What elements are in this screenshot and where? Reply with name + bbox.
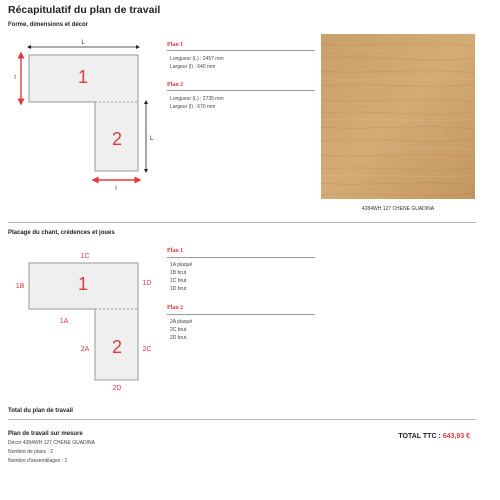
edge-label-1C: 1C [80,253,90,260]
edge-piece-label-2: 2 [111,337,123,357]
total-ttc-label: TOTAL TTC : [398,433,441,440]
summary-plan-count: Nombre de plans : 2 [8,449,54,455]
plan2-spec-width: Largeur (l) : 670 mm [170,104,216,110]
summary-title: Plan de travail sur mesure [8,431,83,437]
piece-label-1: 1 [77,67,89,87]
total-section-heading: Total du plan de travail [8,408,73,414]
edge-plan1-line-1: 1A plaqué [170,262,193,268]
edge-plan2-rule [167,314,315,315]
edge-label-2D: 2D [112,385,122,392]
edge-label-1D: 1D [142,280,152,287]
edge-diagram [0,245,170,395]
plan1-spec-length: Longueur (L) : 2457 mm [170,56,224,62]
edge-piece-label-1: 1 [77,274,89,294]
shape-diagram [0,30,170,190]
plan1-title: Plan 1 [167,42,184,48]
edge-plan2-line-2: 2C brut [170,327,187,333]
edge-label-2A: 2A [80,346,90,353]
summary-decor: Décor 4284WH 127 CHENE GUADINA [8,440,95,446]
edge-label-1A: 1A [59,318,69,325]
plan1-spec-width: Largeur (l) : 640 mm [170,64,216,70]
plan2-rule [167,90,315,91]
page-title: Récapitulatif du plan de travail [8,4,161,16]
edge-plan1-line-2: 1B brut [170,270,187,276]
total-ttc [398,433,470,440]
shape-section-heading: Forme, dimensions et décor [8,22,89,28]
decor-swatch-image [321,34,475,199]
section-separator [8,222,476,223]
decor-caption: 4284WH 127 CHENE GUADINA [361,206,435,212]
summary-assembly-count: Nombre d'assemblages : 1 [8,458,68,464]
edge-plan1-line-3: 1C brut [170,278,187,284]
edge-plan1-rule [167,257,315,258]
edge-label-1B: 1B [15,283,25,290]
edge-section-heading: Placage du chant, crédences et joues [8,230,115,236]
plan2-title: Plan 2 [167,82,184,88]
plan2-spec-length: Longueur (L) : 2735 mm [170,96,224,102]
edge-label-2C: 2C [142,346,152,353]
piece-label-2: 2 [111,129,123,149]
edge-plan2-line-1: 2A plaqué [170,319,193,325]
edge-plan2-line-3: 2D brut [170,335,187,341]
total-ttc-value: 643,93 € [442,433,470,440]
edge-plan2-title: Plan 2 [167,305,184,311]
dim-label-left: l [14,75,16,81]
dim-label-top: L [81,40,85,46]
plan1-rule [167,50,315,51]
total-separator [8,419,476,420]
edge-plan1-title: Plan 1 [167,248,184,254]
dim-label-bottom: l [115,186,117,190]
edge-plan1-line-4: 1D brut [170,286,187,292]
dim-label-right: L [150,136,154,142]
